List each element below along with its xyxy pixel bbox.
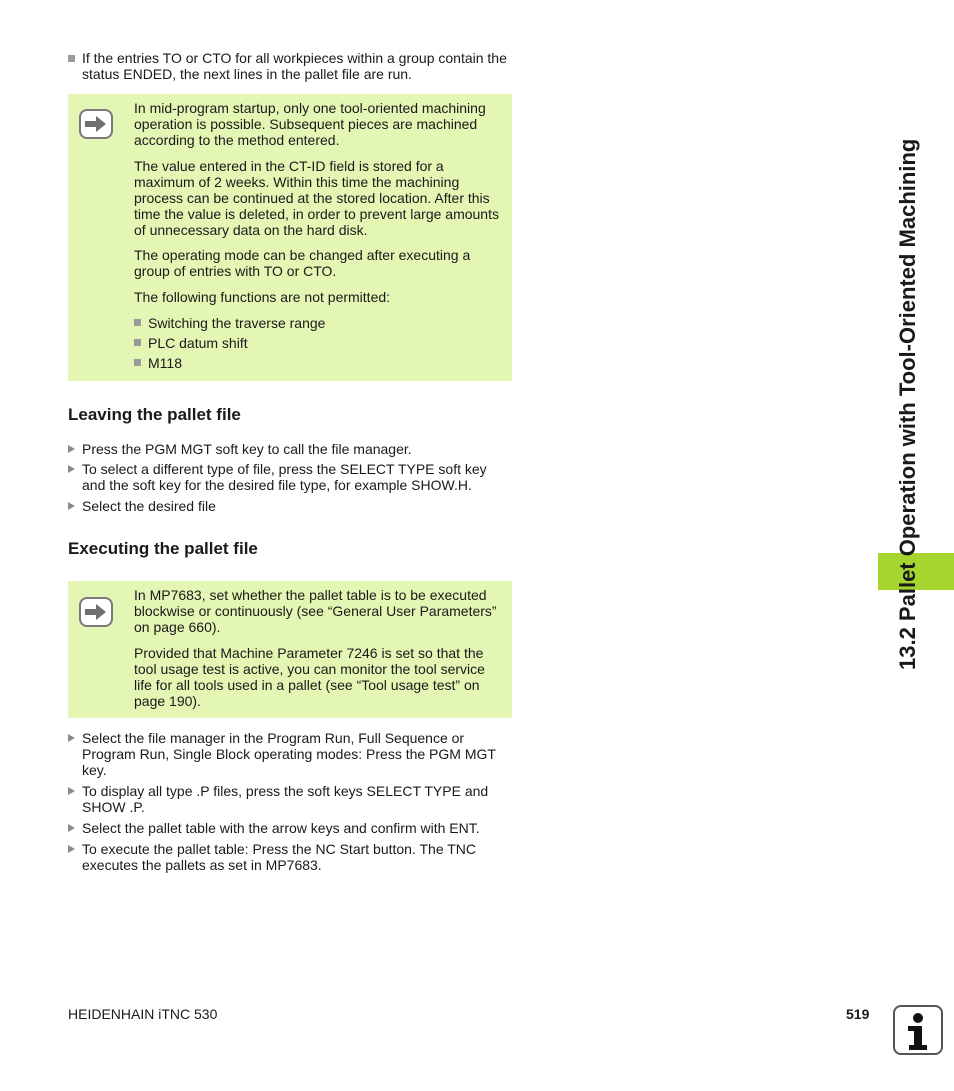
square-bullet-icon (134, 319, 141, 326)
step-item (68, 441, 513, 457)
note1-paragraph-1: In mid-program startup, only one tool-oriented machining operation is possible. Subsequent pieces are machined according to the method entered. (134, 100, 486, 148)
triangle-bullet-icon (68, 465, 75, 473)
step-text: To display all type .P files, press the soft keys SELECT TYPE and SHOW .P. (82, 783, 489, 815)
note1-bullet (134, 335, 504, 355)
triangle-bullet-icon (68, 845, 75, 853)
page-number: 519 (846, 1006, 870, 1022)
step-item (68, 461, 508, 493)
note1-bullet-text: PLC datum shift (148, 335, 248, 351)
chapter-side-title: 13.2 Pallet Operation with Tool-Oriented Machining (895, 138, 920, 670)
step-text: Select the pallet table with the arrow keys and confirm with ENT. (82, 820, 480, 836)
heading-executing-pallet-file: Executing the pallet file (68, 539, 258, 558)
triangle-bullet-icon (68, 445, 75, 453)
note1-paragraph-3: The operating mode can be changed after executing a group of entries with TO or CTO. (134, 247, 471, 279)
note1-paragraph-2: The value entered in the CT-ID field is stored for a maximum of 2 weeks. Within this time the machining process can be continued at the stored location. After this time the value is deleted, in order to prevent large amounts of unnecessary data on the hard disk. (134, 158, 499, 238)
step-text: Press the PGM MGT soft key to call the file manager. (82, 441, 412, 457)
triangle-bullet-icon (68, 502, 75, 510)
step-item (68, 820, 513, 836)
square-bullet-icon (134, 359, 141, 366)
intro-bullet-text: If the entries TO or CTO for all workpieces within a group contain the status ENDED, the next lines in the pallet file are run. (82, 50, 507, 82)
note1-bullet (134, 315, 504, 335)
note1-bullet-text: M118 (148, 355, 182, 371)
step-item (68, 730, 518, 778)
note1-bullet (134, 355, 504, 375)
arrow-right-icon (79, 597, 113, 627)
triangle-bullet-icon (68, 787, 75, 795)
triangle-bullet-icon (68, 824, 75, 832)
footer-manual-name: HEIDENHAIN iTNC 530 (68, 1006, 218, 1022)
step-item (68, 841, 508, 873)
note1-paragraph-4: The following functions are not permitted: (134, 289, 391, 305)
step-item (68, 498, 513, 514)
note1-bullet-text: Switching the traverse range (148, 315, 326, 331)
info-icon (893, 1005, 943, 1055)
triangle-bullet-icon (68, 734, 75, 742)
note2-paragraph-1: In MP7683, set whether the pallet table is to be executed blockwise or continuously (see “General User Parameters” on page 660). (134, 587, 497, 635)
intro-bullet (68, 50, 513, 82)
heading-leaving-pallet-file: Leaving the pallet file (68, 405, 241, 424)
square-bullet-icon (68, 55, 75, 62)
note2-paragraph-2: Provided that Machine Parameter 7246 is set so that the tool usage test is active, you can monitor the tool service life for all tools used in a pallet (see “Tool usage test” on page 190). (134, 645, 485, 709)
note-box-1 (68, 94, 512, 381)
note-box-2 (68, 581, 512, 718)
square-bullet-icon (134, 339, 141, 346)
step-text: Select the desired file (82, 498, 216, 514)
step-text: Select the file manager in the Program Run, Full Sequence or Program Run, Single Block operating modes: Press the PGM MGT key. (82, 730, 496, 778)
step-text: To execute the pallet table: Press the NC Start button. The TNC executes the pallets as set in MP7683. (82, 841, 477, 873)
arrow-right-icon (79, 109, 113, 139)
step-text: To select a different type of file, press the SELECT TYPE soft key and the soft key for the desired file type, for example SHOW.H. (82, 461, 487, 493)
step-item (68, 783, 508, 815)
